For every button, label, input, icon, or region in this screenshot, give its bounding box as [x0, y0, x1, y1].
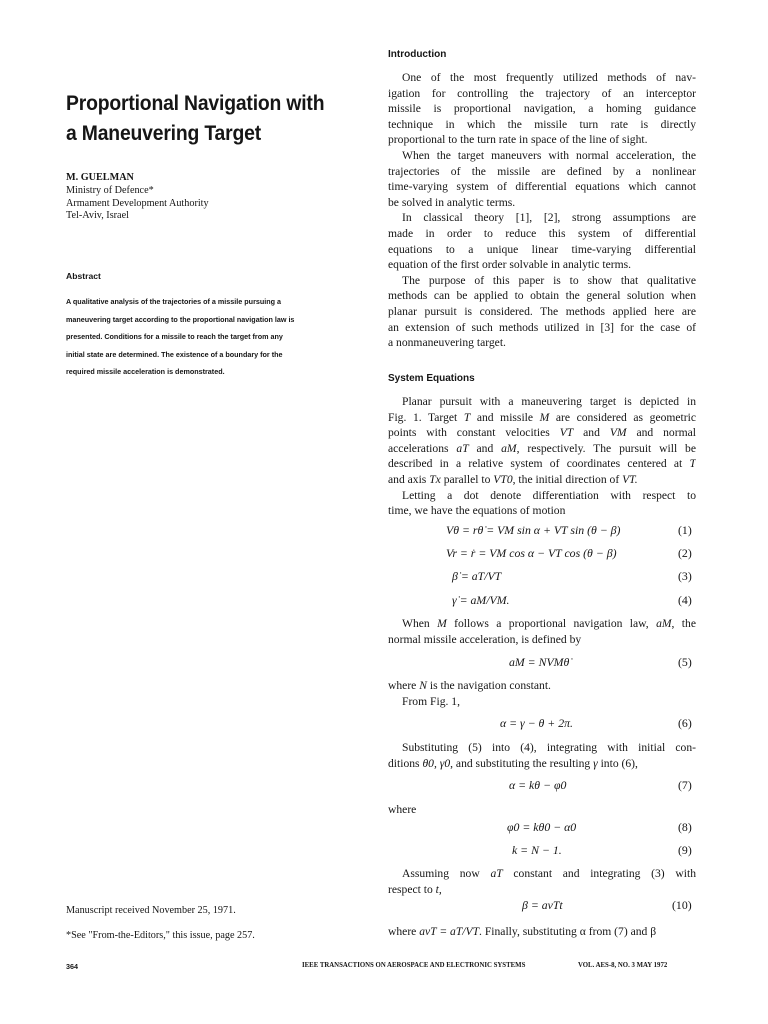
equation-number: (2) — [678, 546, 692, 560]
equation-number: (4) — [678, 593, 692, 607]
equation-5: aM = NVMθ̇ — [509, 655, 570, 669]
text-line: In classical theory [1], [2], strong assumptions are — [402, 211, 696, 225]
equation-3: β̇ = aT/VT — [452, 569, 502, 583]
system-body-5 — [388, 866, 696, 897]
text-line: time-varying system of differential equations which cannot — [388, 180, 696, 194]
equation-10: β = aνTt — [522, 898, 563, 912]
equation-number: (9) — [678, 843, 692, 857]
text-line: be solved in analytic terms. — [388, 195, 516, 209]
text-line: an extension of such methods utilized in [3] for the case of — [388, 320, 696, 334]
abstract-body — [66, 293, 378, 381]
text-line: Fig. 1. Target T and missile M are considered as geometric — [388, 410, 696, 424]
text-line: Assuming now aT constant and integrating (3) with — [402, 867, 696, 880]
text-line: where N is the navigation constant. — [388, 679, 551, 692]
title-line: a Maneuvering Target — [66, 121, 261, 145]
text-line: When the target maneuvers with normal acceleration, the — [402, 148, 696, 162]
journal-name: IEEE TRANSACTIONS ON AEROSPACE AND ELECTRONIC SYSTEMS — [302, 962, 526, 969]
abstract-line: required missile acceleration is demonstrated. — [66, 367, 225, 376]
system-body-3 — [388, 678, 696, 709]
text-line: accelerations aT and aM, respectively. The pursuit will be — [388, 441, 696, 455]
text-line: When M follows a proportional navigation law, aM, the — [402, 617, 696, 630]
paper-title — [66, 88, 336, 148]
manuscript-received: Manuscript received November 25, 1971. — [66, 905, 236, 916]
equation-number: (6) — [678, 716, 692, 730]
where-label: where — [388, 803, 417, 816]
volume-info: VOL. AES-8, NO. 3 MAY 1972 — [578, 962, 668, 969]
text-line: where avT = aT/VT. Finally, substituting α from (7) and β — [388, 925, 657, 938]
text-line: a nonmaneuvering target. — [388, 336, 506, 350]
text-line: Planar pursuit with a maneuvering target is depicted in — [402, 395, 696, 408]
text-line: equations to a unique linear time-varying differential — [388, 242, 696, 256]
page-number: 364 — [66, 962, 78, 971]
equation-8: φ0 = kθ0 − α0 — [507, 820, 577, 834]
equation-7: α = kθ − φ0 — [509, 778, 567, 792]
text-line: technique in which the missile turn rate is directly — [388, 117, 696, 131]
text-line: made in order to reduce this system of differential — [388, 226, 696, 240]
equation-number: (1) — [678, 523, 692, 537]
system-body-6 — [388, 924, 696, 940]
affiliation-line: Tel-Aviv, Israel — [66, 210, 129, 222]
text-line: igation for controlling the trajectory of an interceptor — [388, 86, 696, 100]
text-line: equation of the first order solvable in analytic terms. — [388, 258, 632, 272]
text-line: proportional to the turn rate in space of the line of sight. — [388, 133, 648, 147]
system-body-2 — [388, 616, 696, 647]
equation-number: (3) — [678, 569, 692, 583]
system-body-4 — [388, 740, 696, 771]
text-line: missile is proportional navigation, a homing guidance — [388, 102, 696, 116]
text-line: and axis Tx parallel to VT0, the initial direction of VT. — [388, 472, 638, 486]
text-line: described in a relative system of coordinates centered at T — [388, 457, 696, 471]
author-block — [66, 172, 366, 223]
equation-number: (5) — [678, 655, 692, 669]
equation-number: (7) — [678, 778, 692, 792]
abstract-line: presented. Conditions for a missile to reach the target from any — [66, 332, 283, 341]
affiliation-line: Ministry of Defence* — [66, 184, 154, 196]
introduction-body — [388, 70, 696, 351]
text-line: The purpose of this paper is to show that qualitative — [402, 273, 696, 287]
title-line: Proportional Navigation with — [66, 91, 325, 115]
equation-6: α = γ − θ + 2π. — [500, 716, 573, 730]
text-line: points with constant velocities VT and VM and normal — [388, 426, 696, 440]
equation-4: γ̇ = aM/VM. — [452, 593, 510, 607]
text-line: trajectories of the missile are defined by a nonlinear — [388, 164, 696, 178]
equation-number: (8) — [678, 820, 692, 834]
abstract-line: maneuvering target according to the proportional navigation law is — [66, 314, 295, 324]
abstract-heading: Abstract — [66, 271, 101, 281]
system-equations-heading: System Equations — [388, 373, 475, 384]
author-name: M. GUELMAN — [66, 172, 134, 183]
abstract-line: A qualitative analysis of the trajectories of a missile pursuing a — [66, 297, 282, 306]
introduction-heading: Introduction — [388, 49, 447, 60]
affiliation-line: Armament Development Authority — [66, 197, 209, 209]
text-line: From Fig. 1, — [402, 694, 460, 708]
text-line: One of the most frequently utilized methods of nav- — [402, 71, 696, 84]
system-body-1 — [388, 394, 696, 519]
equation-9: k = N − 1. — [512, 843, 562, 857]
equation-1: Vθ = rθ̇ = VM sin α + VT sin (θ − β) — [446, 523, 621, 537]
text-line: methods can be applied to obtain the general solution when — [388, 289, 696, 303]
text-line: Letting a dot denote differentiation with respect to — [402, 488, 696, 502]
equation-number: (10) — [672, 898, 692, 912]
abstract-line: initial state are determined. The existence of a boundary for the — [66, 349, 283, 359]
text-line: respect to t, — [388, 882, 442, 896]
footnote: *See "From-the-Editors," this issue, page 257. — [66, 930, 255, 941]
text-line: planar pursuit is considered. The methods applied here are — [388, 304, 696, 318]
text-line: Substituting (5) into (4), integrating with initial con- — [402, 741, 696, 754]
text-line: ditions θ0, γ0, and substituting the resulting γ into (6), — [388, 756, 638, 770]
text-line: time, we have the equations of motion — [388, 504, 566, 518]
equation-2: Vr = ṙ = VM cos α − VT cos (θ − β) — [446, 546, 617, 560]
text-line: normal missile acceleration, is defined by — [388, 632, 582, 646]
